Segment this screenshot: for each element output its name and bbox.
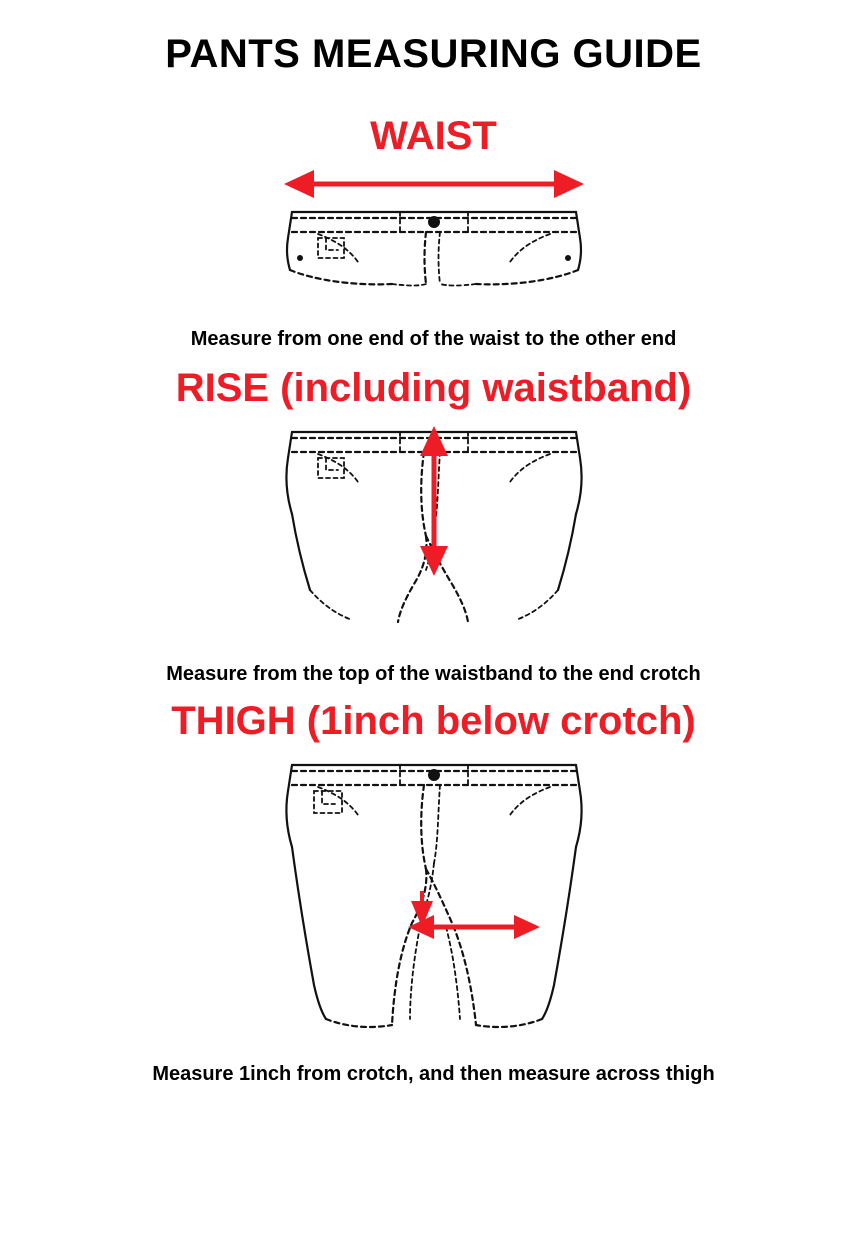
caption-thigh: Measure 1inch from crotch, and then measure across thigh [152,1063,715,1085]
section-rise [0,350,867,685]
rise-measure-arrow [420,426,448,576]
jeans-thigh-diagram [274,751,594,1041]
section-waist [0,74,867,350]
caption-rise: Measure from the top of the waistband to the end crotch [166,663,701,685]
waist-measure-arrow [284,170,584,198]
section-heading-rise: RISE (including waistband) [175,366,692,410]
jeans-rise-diagram [274,418,594,643]
thigh-measure-arrow [408,915,540,939]
page-title: PANTS MEASURING GUIDE [165,32,702,76]
section-thigh [0,685,867,1085]
button-dot [428,216,440,228]
section-heading-thigh: THIGH (1inch below crotch) [171,699,696,743]
caption-waist: Measure from one end of the waist to the other end [190,328,677,350]
section-heading-waist: WAIST [370,114,497,158]
button-dot [428,769,440,781]
jeans-waist-diagram [274,166,594,306]
